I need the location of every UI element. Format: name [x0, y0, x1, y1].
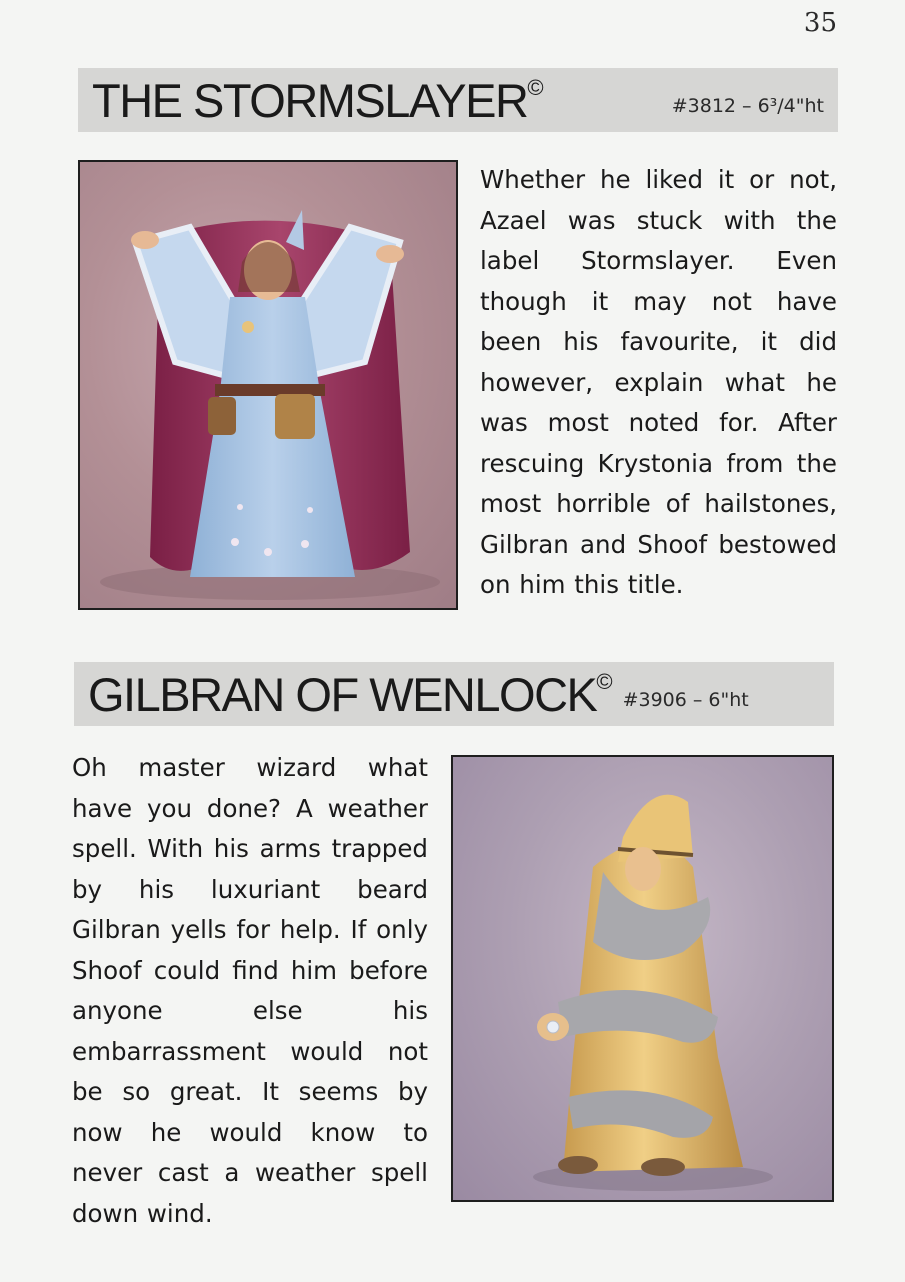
copyright-mark: © [596, 668, 613, 694]
gilbran-figurine-illustration [453, 757, 832, 1200]
gilbran-title: GILBRAN OF WENLOCK© [88, 667, 613, 721]
copyright-mark: © [527, 74, 544, 100]
gilbran-title-bar [74, 662, 834, 726]
gilbran-model-number: #3906 – 6"ht [622, 689, 749, 711]
stormslayer-figurine-illustration [80, 162, 456, 608]
stormslayer-title: THE STORMSLAYER© [92, 73, 544, 127]
stormslayer-title-bar [78, 68, 838, 132]
gilbran-figurine-photo [451, 755, 834, 1202]
page-number: 35 [803, 8, 837, 38]
stormslayer-figurine-photo [78, 160, 458, 610]
gilbran-description: Oh master wizard what have you done? A weather spell. With his arms trapped by his luxuriant beard Gilbran yells for help. If only Shoof could find him before anyone else his embarrassment would not be so great. It seems by now he would know to never cast a weather spell down wind. [72, 753, 428, 1228]
stormslayer-model-number: #3812 – 6³/4"ht [671, 95, 824, 117]
stormslayer-description: Whether he liked it or not, Azael was stuck with the label Stormslayer. Even though it may not have been his favourite, it did however, explain what he was most noted for. After rescuing Krystonia from the most horrible of hailstones, Gilbran and Shoof bestowed on him this title. [480, 165, 837, 599]
